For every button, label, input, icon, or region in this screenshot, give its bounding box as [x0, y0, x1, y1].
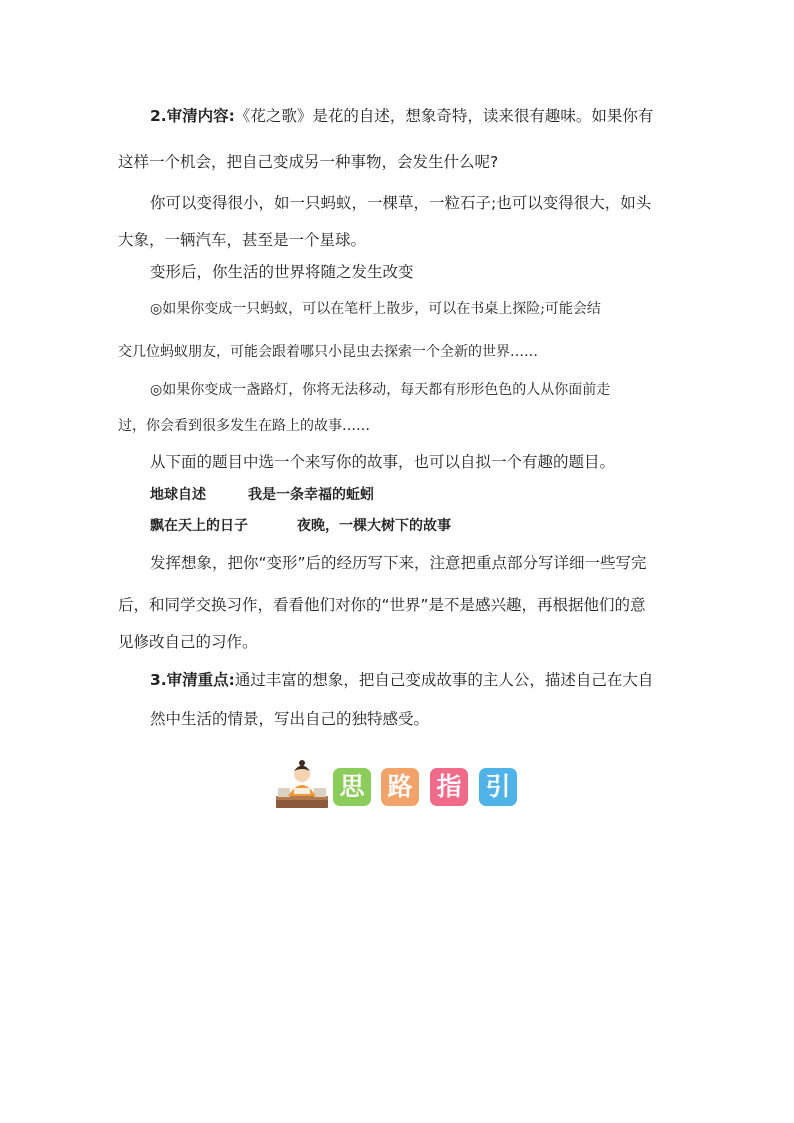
scholar-reading-icon	[274, 758, 330, 810]
example2-line2: 过，你会看到很多发生在路上的故事……	[118, 418, 370, 434]
topic-row1-b: 我是一条幸福的蚯蚓	[248, 487, 374, 503]
banner-char-si: 思	[333, 768, 371, 806]
section2-line2: 这样一个机会，把自己变成另一种事物，会发生什么呢?	[118, 153, 499, 171]
para1-line2: 大象，一辆汽车，甚至是一个星球。	[118, 231, 367, 249]
section2-text-a: 《花之歌》是花的自述，想象奇特，读来很有趣味。如果你有	[234, 107, 654, 125]
banner-char-lu: 路	[381, 768, 419, 806]
section3-line2: 然中生活的情景，写出自己的独特感受。	[150, 710, 430, 728]
para4-line2: 后，和同学交换习作，看看他们对你的“世界”是不是感兴趣，再根据他们的意	[118, 596, 646, 614]
topic-row2-b: 夜晚，一棵大树下的故事	[297, 518, 451, 534]
para4-line1: 发挥想象，把你“变形”后的经历写下来，注意把重点部分写详细一些写完	[150, 554, 647, 572]
section2-line1	[150, 106, 653, 126]
section3-text-a: 通过丰富的想象，把自己变成故事的主人公，描述自己在大自	[234, 671, 654, 689]
section3-label: 3.审清重点:	[150, 671, 235, 689]
para2: 变形后，你生活的世界将随之发生改变	[150, 263, 414, 281]
guide-banner	[274, 758, 524, 812]
para3: 从下面的题目中选一个来写你的故事，也可以自拟一个有趣的题目。	[150, 453, 616, 471]
example2-line1: ◎如果你变成一盏路灯，你将无法移动，每天都有形形色色的人从你面前走	[150, 382, 611, 398]
topic-row1-a: 地球自述	[150, 487, 206, 503]
section3-line1	[150, 670, 653, 690]
section2-label: 2.审清内容:	[150, 107, 235, 125]
banner-char-zhi: 指	[430, 768, 468, 806]
para4-line3: 见修改自己的习作。	[118, 633, 258, 651]
banner-char-yin: 引	[479, 768, 517, 806]
example1-line2: 交几位蚂蚁朋友，可能会跟着哪只小昆虫去探索一个全新的世界……	[118, 344, 538, 360]
topic-row2-a: 飘在天上的日子	[150, 518, 248, 534]
example1-line1: ◎如果你变成一只蚂蚁，可以在笔杆上散步，可以在书桌上探险;可能会结	[150, 301, 601, 317]
para1-line1: 你可以变得很小，如一只蚂蚁，一棵草，一粒石子;也可以变得很大，如头	[150, 194, 652, 212]
